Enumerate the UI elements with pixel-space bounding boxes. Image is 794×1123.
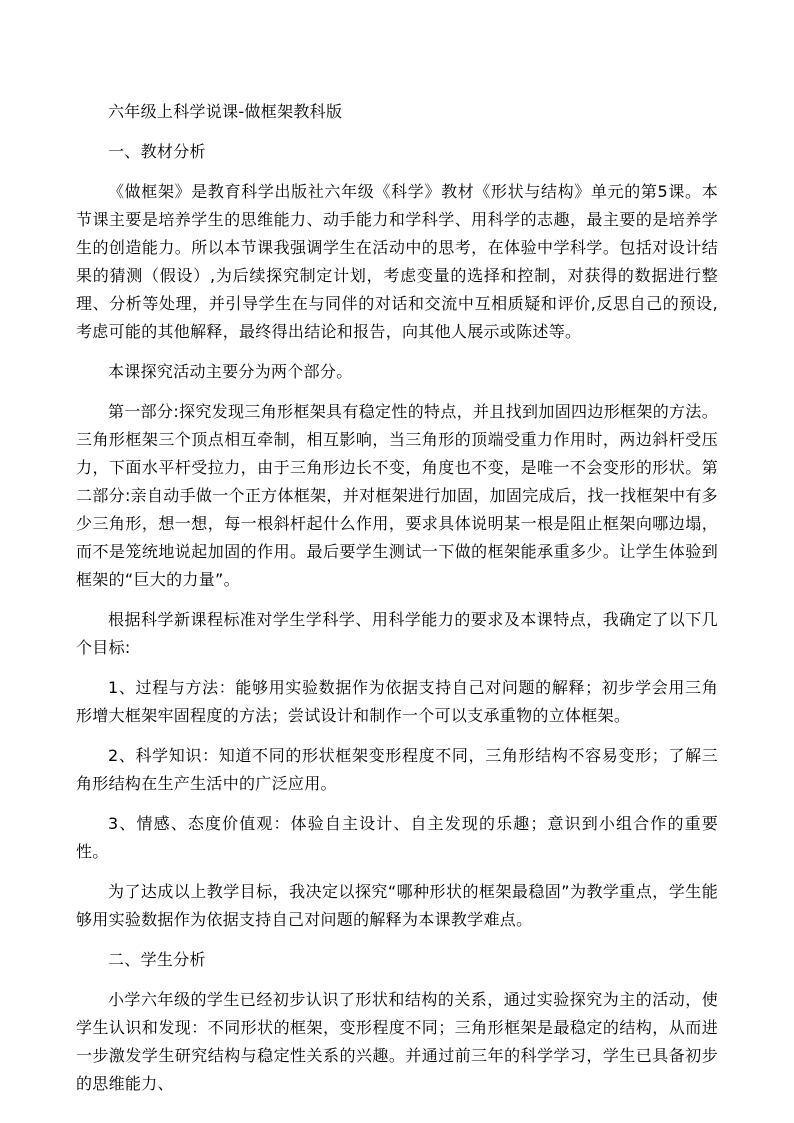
section-heading-textbook-analysis: 一、教材分析: [108, 142, 206, 161]
goal-process-method: 1、过程与方法：能够用实验数据作为依据支持自己对问题的解释；初步学会用三角形增大框架牢固程度的方法；尝试设计和制作一个可以支承重物的立体框架。: [76, 678, 718, 725]
paragraph-goals-intro: 根据科学新课程标准对学生学科学、用科学能力的要求及本课特点，我确定了以下几个目标:: [76, 610, 718, 657]
document-title: 六年级上科学说课-做框架教科版: [108, 102, 343, 121]
paragraph-activity-parts: 本课探究活动主要分为两个部分。: [108, 362, 353, 381]
section-heading-student-analysis: 二、学生分析: [108, 950, 206, 969]
goal-emotion-attitude: 3、情感、态度价值观：体验自主设计、自主发现的乐趣；意识到小组合作的重要性。: [76, 814, 718, 861]
paragraph-textbook-intro: 《做框架》是教育科学出版社六年级《科学》教材《形状与结构》单元的第5课。本节课主要是培养学生的思维能力、动手能力和学科学、用科学的志趣，最主要的是培养学生的创造能力。所以本节课我强调学生在活动中的思考，在体验中学科学。包括对设计结果的猜测（假设）,为后续探究制定计划，考虑变量的选择和控制，对获得的数据进行整理、分析等处理，并引导学生在与同伴的对话和交流中互相质疑和评价,反思自己的预设,考虑可能的其他解释，最终得出结论和报告，向其他人展示或陈述等。: [76, 182, 718, 341]
paragraph-key-points: 为了达成以上教学目标，我决定以探究“哪种形状的框架最稳固”为教学重点，学生能够用实验数据作为依据支持自己对问题的解释为本课教学难点。: [76, 882, 718, 929]
goal-science-knowledge: 2、科学知识：知道不同的形状框架变形程度不同，三角形结构不容易变形；了解三角形结构在生产生活中的广泛应用。: [76, 746, 718, 793]
paragraph-part-details: 第一部分:探究发现三角形框架具有稳定性的特点，并且找到加固四边形框架的方法。三角形框架三个顶点相互牵制，相互影响，当三角形的顶端受重力作用时，两边斜杆受压力，下面水平杆受拉力，由于三角形边长不变，角度也不变，是唯一不会变形的形状。第二部分:亲自动手做一个正方体框架，并对框架进行加固，加固完成后，找一找框架中有多少三角形，想一想，每一根斜杆起什么作用，要求具体说明某一根是阻止框架向哪边塌，而不是笼统地说起加固的作用。最后要学生测试一下做的框架能承重多少。让学生体验到框架的“巨大的力量”。: [76, 402, 718, 589]
paragraph-student-analysis: 小学六年级的学生已经初步认识了形状和结构的关系，通过实验探究为主的活动，使学生认识和发现：不同形状的框架，变形程度不同；三角形框架是最稳定的结构，从而进一步激发学生研究结构与稳定性关系的兴趣。并通过前三年的科学学习，学生已具备初步的思维能力、: [76, 990, 718, 1093]
